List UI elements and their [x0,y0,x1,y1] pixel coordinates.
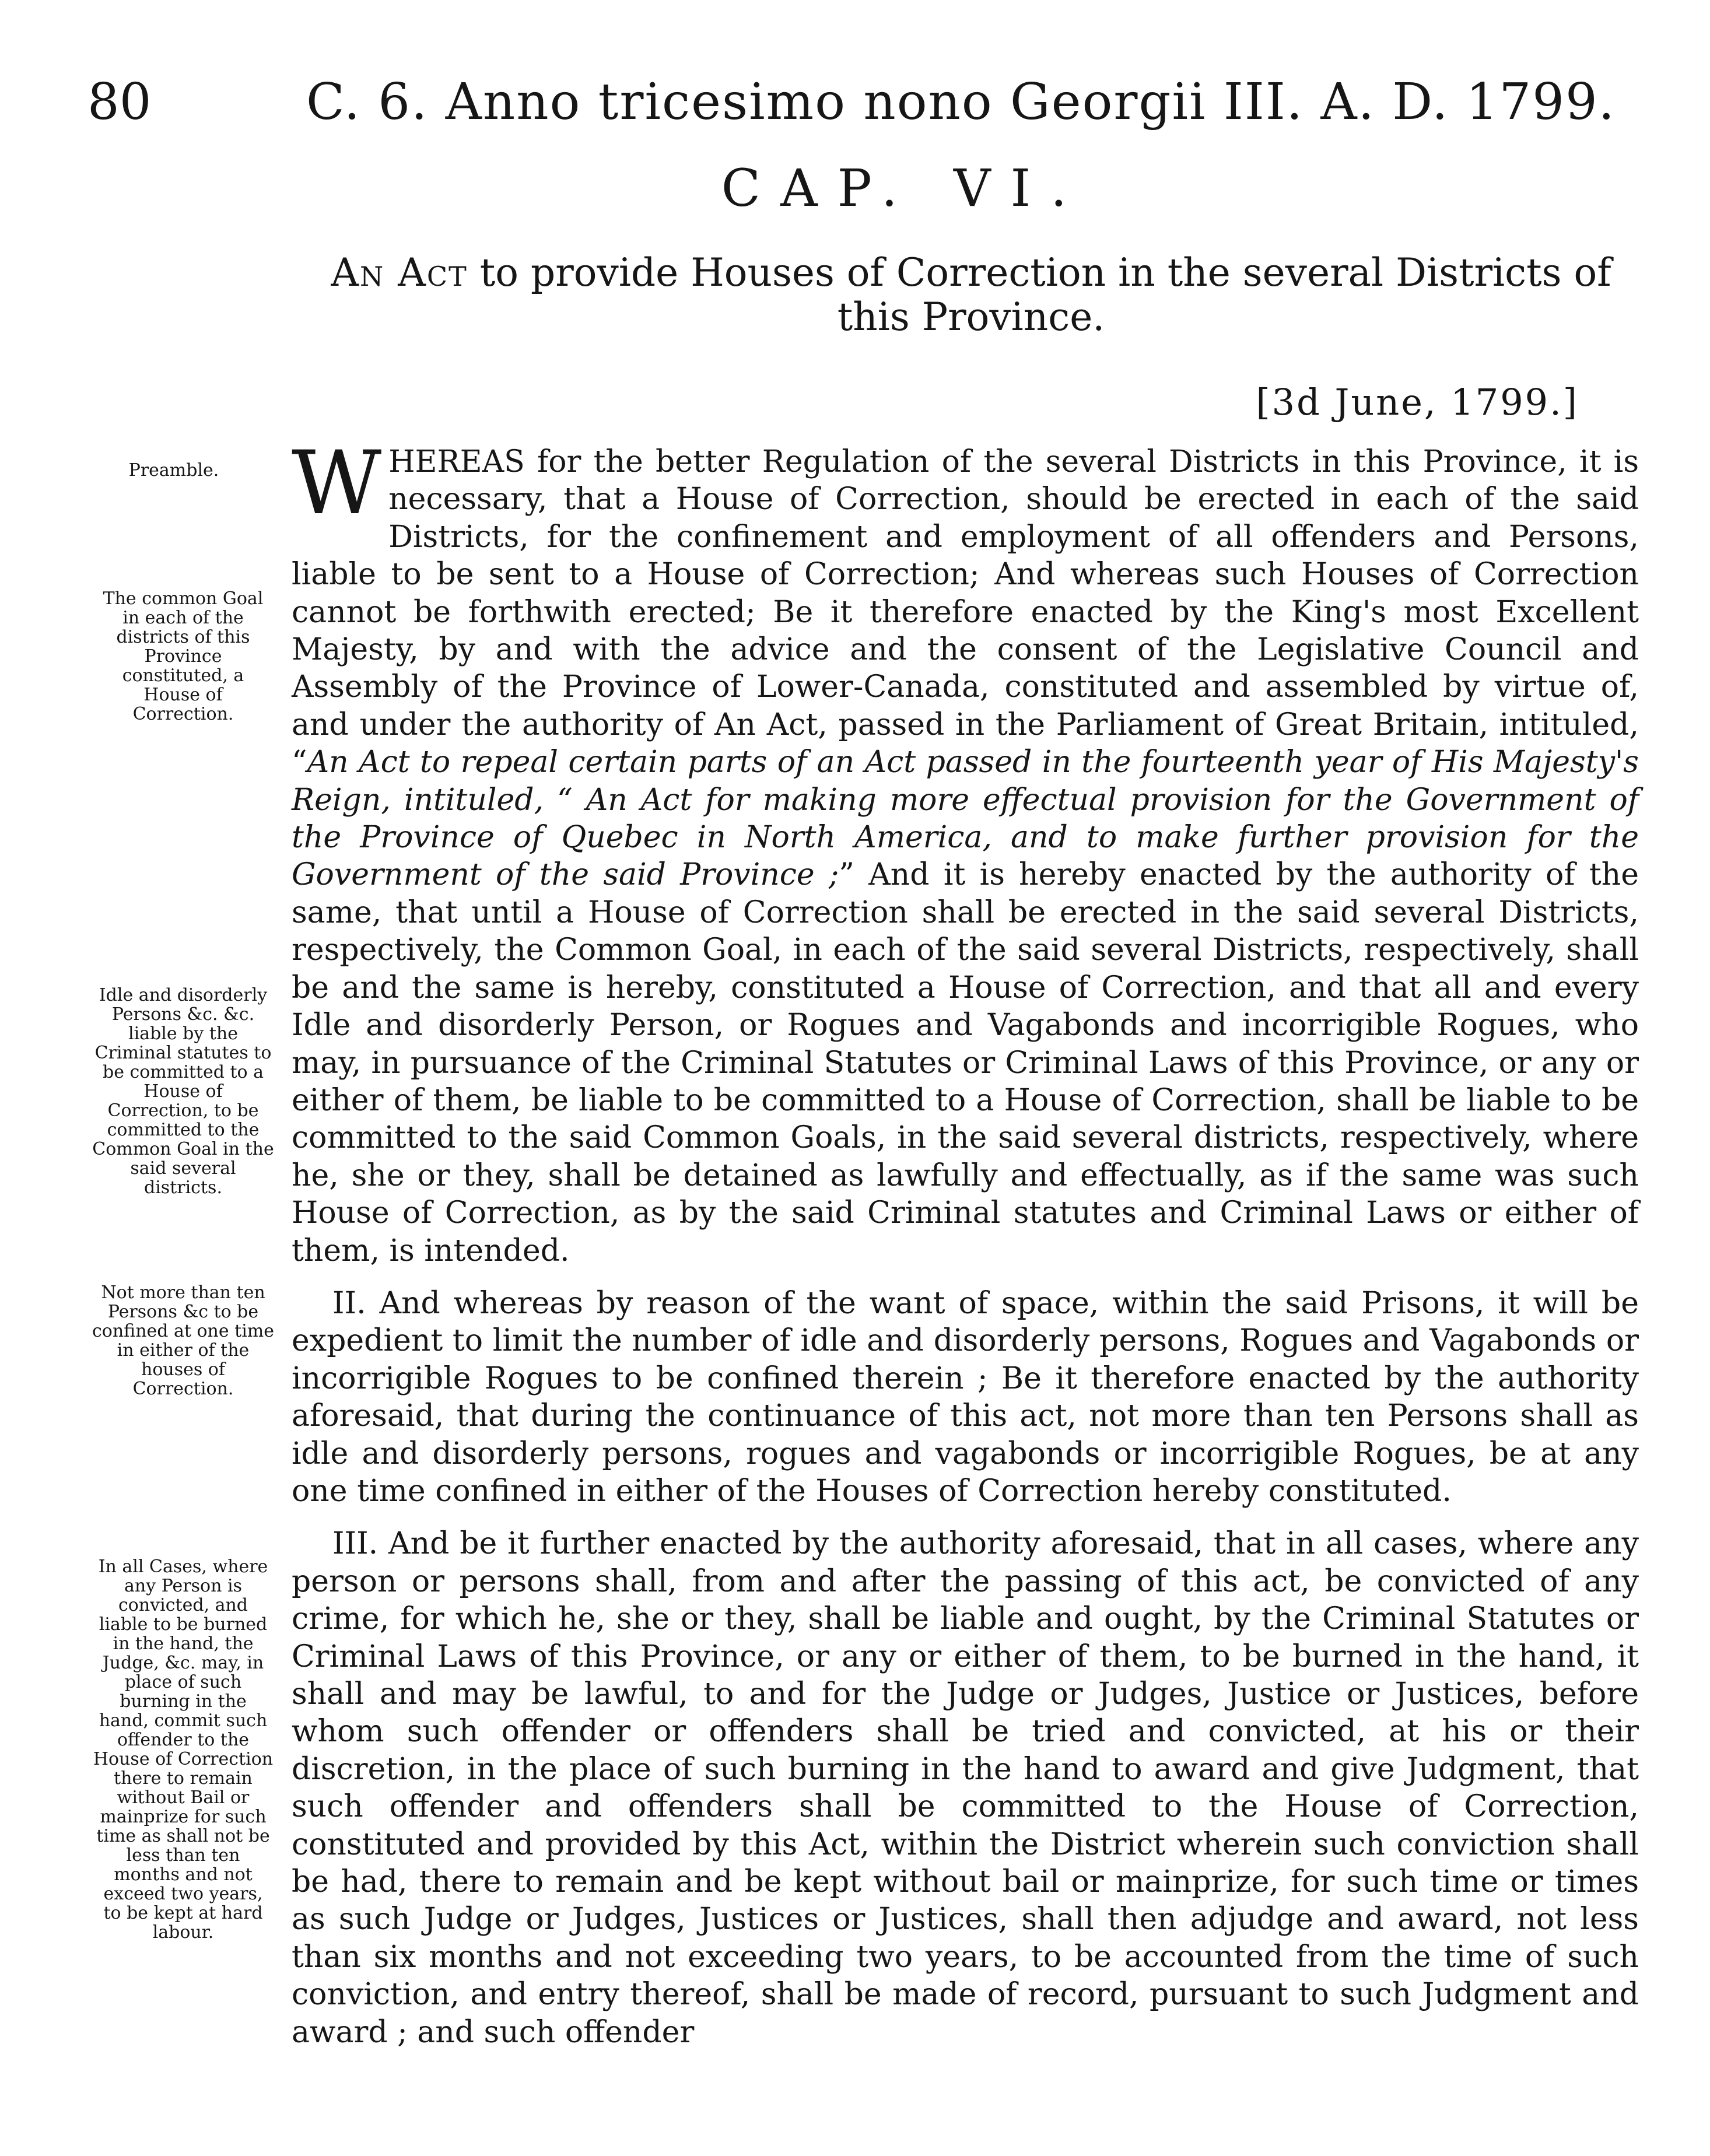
chapter-number: CAP. VI. [721,158,1087,218]
page-header [87,70,1651,134]
act-title [292,251,1651,339]
assent-date: [3d June, 1799.] [1256,381,1579,423]
act-title-prefix: An Act [331,250,468,295]
act-title-text: to provide Houses of Correction in the several Districts of this Province. [467,250,1611,339]
margin-note-common-goal: The common Goal in each of the districts of this Province constituted, a House of Correction. [103,588,264,724]
paragraph-section-2: II. And whereas by reason of the want of space, within the said Prisons, it will be expedient to limit the number of idle and disorderly persons, Rogues and Vagabonds or incorrigible Rogues to be confined therein ; Be it therefore enacted by the authority aforesaid, that during the continuance of this act, not more than ten Persons shall as idle and disorderly persons, rogues and vagabonds or incorrigible Rogues, be at any one time confined in either of the Houses of Correction hereby constituted. [292,1285,1639,1509]
margin-note-all-cases: In all Cases, where any Person is convicted, and liable to be burned in the hand, the Judge, &c. may, in place of such burning in the hand, commit such offender to the House of Correction there to remain without Bail or mainprize for such time as shall not be less than ten months and not exceed two years, to be kept at hard labour. [93,1556,274,1943]
preamble-text-a: HEREAS for the better Regulation of the several Districts in this Province, it is necessary, that a House of Correction, should be erected in each of the said Districts, for the confinement and employment of all offenders and Persons, liable to be sent to a House of Correction; And whereas such Houses of Correction cannot be forthwith erected; Be it therefore enacted by the King's most Excellent Majesty, by and with the advice and the consent of the Legislative Council and Assembly of the Province of Lower-Canada, constituted and assembled by virtue of, and under the authority of An Act, passed in the Parliament of Great Britain, intituled, “ [292,444,1639,780]
margin-note-preamble: Preamble. [128,460,219,481]
margin-note-not-more: Not more than ten Persons &c to be confined at one time in either of the houses of Correction. [92,1282,275,1399]
paragraph-preamble [292,433,1639,1270]
running-head: C. 6. Anno tricesimo nono Georgii III. A. D. 1799. [306,73,1616,131]
drop-cap: W [292,433,382,534]
paragraph-section-3: III. And be it further enacted by the authority aforesaid, that in all cases, where any person or persons shall, from and after the passing of this act, be convicted of any crime, for which he, she or they, shall be liable and ought, by the Criminal Statutes or Criminal Laws of this Province, or any or either of them, to be burned in the hand, it shall and may be lawful, to and for the Judge or Judges, Justice or Justices, before whom such offender or offenders shall be tried and convicted, at his or their discretion, in the place of such burning in the hand to award and give Judgment, that such offender and offenders shall be committed to the House of Correction, constituted and provided by this Act, within the District wherein such conviction shall be had, there to remain and be kept without bail or mainprize, for such time or times as such Judge or Judges, Justices or Justices, shall then adjudge and award, not less than six months and not exceeding two years, to be accounted from the time of such conviction, and entry thereof, shall be made of record, pursuant to such Judgment and award ; and such offender [292,1526,1639,2050]
preamble-text-b: ” And it is hereby enacted by the authority of the same, that until a House of Correction shall be erected in the said several Districts, respectively, the Common Goal, in each of the said several Districts, respectively, shall be and the same is hereby, constituted a House of Correction, and that all and every Idle and disorderly Person, or Rogues and Vagabonds and incorrigible Rogues, who may, in pursuance of the Criminal Statutes or Criminal Laws of this Province, or any or either of them, be liable to be committed to a House of Correction, shall be liable to be committed to the said Common Goals, in the said several districts, respectively, where he, she or they, shall be detained as lawfully and effectually, as if the same was such House of Correction, as by the said Criminal statutes and Criminal Laws or either of them, is intended. [292,857,1639,1268]
quoted-act-title: An Act to repeal certain parts of an Act passed in the fourteenth year of His Majesty's Reign, intituled, “ An Act for making more effectual provision for the Government of the Province of Quebec in North America, and to make further provision for the Government of the said Province ; [292,745,1639,893]
margin-note-idle-persons: Idle and disorderly Persons &c. &c. liable by the Criminal statutes to be committed to a House of Correction, to be committed to the Common Goal in the said several districts. [92,985,274,1198]
act-body [292,433,1639,2051]
page-number: 80 [87,73,152,131]
